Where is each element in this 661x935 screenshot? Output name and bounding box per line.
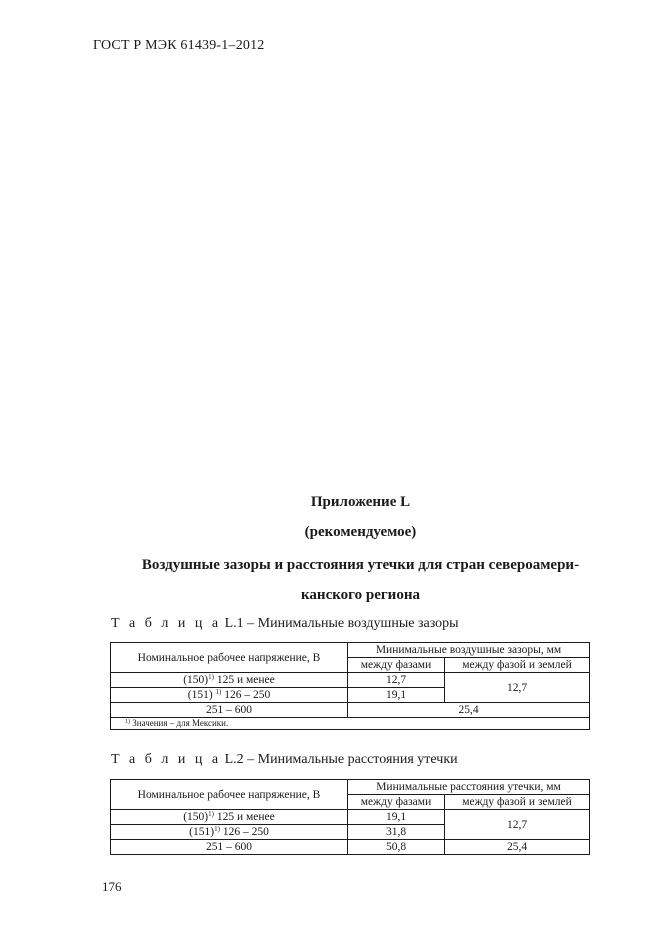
appendix-heading-line1: Воздушные зазоры и расстояния утечки для стран североамери- bbox=[141, 557, 580, 573]
table1-col-group: Минимальные воздушные зазоры, мм bbox=[348, 643, 590, 658]
table2-col-voltage: Номинальное рабочее напряжение, В bbox=[111, 780, 348, 810]
table2-col-phases: между фазами bbox=[348, 795, 445, 810]
table2-row3-voltage: 251 – 600 bbox=[111, 840, 348, 855]
table2-row3-ground: 25,4 bbox=[445, 840, 590, 855]
table2-row2-voltage: $(151)^{1)}$ 126 – 250 bbox=[111, 825, 348, 840]
appendix-status: (рекомендуемое) bbox=[304, 524, 417, 540]
appendix-heading-line2: канского региона bbox=[301, 587, 420, 603]
table2-row2-phases: 31,8 bbox=[348, 825, 445, 840]
creepage-table bbox=[110, 779, 590, 855]
table1-footnote: $^{1)}$ Значения – для Мексики. bbox=[111, 718, 590, 730]
clearance-table bbox=[110, 642, 590, 730]
table1-col-phase-ground: между фазой и землей bbox=[445, 658, 590, 673]
table2-row1-phases: 19,1 bbox=[348, 810, 445, 825]
table1-caption-prefix: Т а б л и ц а bbox=[111, 616, 222, 631]
table2-ground-merged: 12,7 bbox=[445, 810, 590, 840]
table1-caption bbox=[111, 616, 459, 632]
table2-col-phase-ground: между фазой и землей bbox=[445, 795, 590, 810]
table1-row2-phases: 19,1 bbox=[348, 688, 445, 703]
table-row bbox=[111, 810, 590, 825]
table1-row3-voltage: 251 – 600 bbox=[111, 703, 348, 718]
table2-caption-text: L.2 – Минимальные расстояния утечки bbox=[221, 752, 458, 767]
table-row bbox=[111, 840, 590, 855]
table2-row3-phases: 50,8 bbox=[348, 840, 445, 855]
table-row bbox=[111, 673, 590, 688]
appendix-title: Приложение L bbox=[310, 494, 411, 510]
table2-col-group: Минимальные расстояния утечки, мм bbox=[348, 780, 590, 795]
table2-caption-prefix: Т а б л и ц а bbox=[111, 752, 222, 767]
document-header: ГОСТ Р МЭК 61439-1–2012 bbox=[93, 38, 265, 53]
table2-row1-voltage: $(150)^{1)}$ 125 и менее bbox=[111, 810, 348, 825]
table1-row1-phases: 12,7 bbox=[348, 673, 445, 688]
table1-row2-voltage: (151) $^{1)}$ 126 – 250 bbox=[111, 688, 348, 703]
table1-row3-merged: 25,4 bbox=[348, 703, 590, 718]
table1-caption-text: L.1 – Минимальные воздушные зазоры bbox=[221, 616, 459, 631]
page-number: 176 bbox=[102, 879, 122, 894]
table1-ground-merged: 12,7 bbox=[445, 673, 590, 703]
table2-caption bbox=[111, 752, 458, 768]
table1-col-voltage: Номинальное рабочее напряжение, В bbox=[111, 643, 348, 673]
table1-row1-voltage: $(150)^{1)}$ 125 и менее bbox=[111, 673, 348, 688]
table1-col-phases: между фазами bbox=[348, 658, 445, 673]
table-row bbox=[111, 703, 590, 718]
